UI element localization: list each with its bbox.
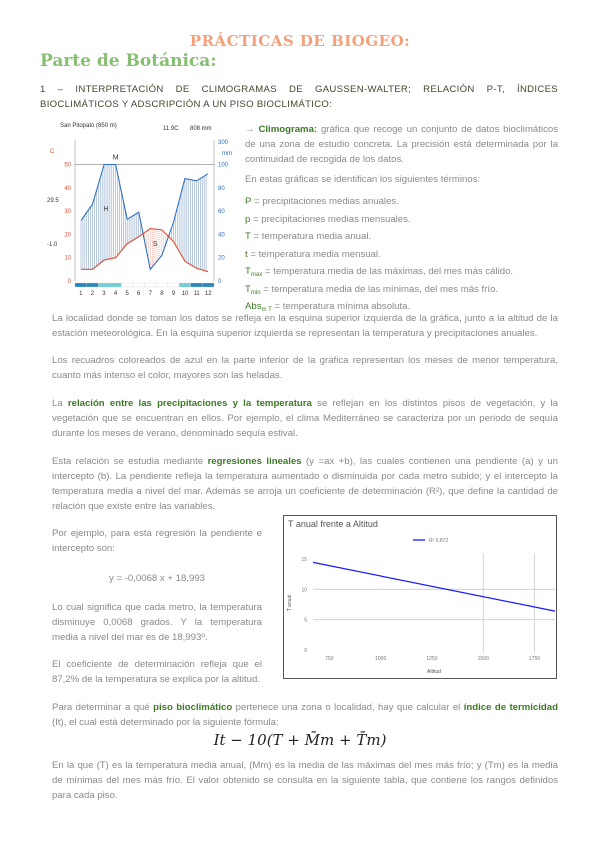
highlight: piso bioclimático (153, 702, 233, 713)
term-item (245, 265, 513, 283)
term-symbol: t (245, 248, 248, 260)
frost-box (202, 283, 214, 287)
x-tick: 1250 (426, 656, 438, 662)
paragraph-example: Por ejemplo, para esta regresión la pendiente e intercepto son: (52, 528, 262, 554)
x-axis-label: Altitud (427, 669, 441, 675)
term-item (245, 248, 513, 266)
x-tick: 1500 (477, 656, 489, 662)
frost-box (121, 283, 133, 287)
paragraph-slope: Lo cual significa que cada metro, la temperatura disminuye 0,0068 grados. Y la temperatura media a nivel del mar es de 18,993º. (52, 602, 262, 643)
paragraph-regression (52, 454, 558, 514)
month-label: 8 (160, 291, 164, 297)
paragraph-location: La localidad donde se toman los datos se refleja en la esquina superior izquierda de la gráfica, junto a la altitud de la estación meteorológica. En la esquina superior izquierda se representan la temperatura y precipitaciones anuales. (52, 313, 558, 339)
paragraph-piso (52, 700, 558, 730)
month-label: 3 (102, 291, 106, 297)
paragraph-r2: El coeficiente de determinación refleja que el 87,2% de la temperatura se explica por la altitud. (52, 659, 262, 685)
precip-tick: 80 (218, 185, 225, 192)
term-climograma: Climograma: (258, 124, 318, 135)
text: Para determinar a qué (52, 702, 154, 713)
month-label: 1 (79, 291, 83, 297)
term-symbol: T (245, 283, 251, 295)
month-label: 7 (148, 291, 152, 297)
month-label: 9 (171, 291, 176, 297)
precip-tick: 20 (218, 255, 225, 262)
precip-tick: 0 (218, 279, 222, 285)
regression-chart (283, 515, 557, 679)
term-symbol: T (245, 266, 251, 277)
temp-tick: 30 (64, 209, 71, 216)
annotation-m: M (112, 154, 119, 162)
side-label: -1.0 (47, 242, 58, 248)
y-tick: 15 (301, 557, 307, 563)
climogram-chart (40, 115, 240, 300)
month-label: 4 (113, 291, 118, 297)
text: se reflejan en los distintos pisos de vegetación, y la vegetación que se encuentran en ellos. Por ejemplo, el clima Mediterráneo se caracteriza por un periodo de sequía durante los meses de verano, denominado sequía estival. (52, 398, 558, 439)
frost-box (191, 283, 203, 287)
legend-label: R² 0,872 (429, 538, 449, 544)
subsection-heading: 1 – INTERPRETACIÓN DE CLIMOGRAMAS DE GAUSSEN-WALTER; RELACIÓN P-T, ÍNDICES BIOCLIMÁTICOS Y ADSCRIPCIÓN A UN PISO BIOCLIMÁTICO: (40, 84, 558, 110)
x-tick: 750 (325, 656, 334, 662)
term-subscript: min (250, 289, 261, 296)
term-symbol: p (245, 213, 251, 225)
precip-tick: 300 (218, 140, 229, 146)
temp-tick: 40 (64, 185, 71, 192)
highlight: regresiones lineales (207, 456, 302, 467)
term-symbol: T (245, 231, 251, 242)
text: pertenece una zona o localidad, hay que calcular el (232, 702, 464, 713)
frost-box (110, 283, 122, 287)
frost-box (179, 283, 191, 287)
chart-title: T anual frente a Altitud (288, 519, 378, 529)
annual-precip: 808 mm (190, 126, 212, 132)
month-label: 5 (125, 291, 129, 297)
precip-tick: 60 (218, 209, 225, 216)
station-label: San Pitopato (850 m) (60, 123, 117, 129)
term-symbol: Abs (245, 301, 262, 312)
x-tick: 1000 (375, 656, 387, 662)
term-description: = temperatura media anual. (250, 231, 372, 242)
annotation-s: S (152, 241, 158, 249)
month-label: 2 (90, 291, 95, 297)
frost-box (133, 283, 145, 287)
month-label: 6 (137, 291, 141, 297)
y-tick: 5 (304, 617, 307, 624)
temp-tick: 0 (67, 279, 71, 285)
month-label: 11 (193, 291, 200, 297)
term-subscript: m T (261, 307, 272, 313)
climogram-definition (245, 122, 558, 167)
term-item (245, 213, 513, 231)
frost-box (168, 283, 180, 287)
precip-tick: 40 (218, 232, 225, 239)
frost-box (145, 283, 157, 287)
y-tick: 0 (304, 648, 307, 654)
document-title: PRÁCTICAS DE BIOGEO: (189, 32, 411, 50)
regression-equation: y = -0,0068 x + 18,993 (108, 573, 205, 584)
frost-box (156, 283, 168, 287)
precip-tick: 100 (218, 162, 229, 169)
paragraph-formula-explanation: En la que (T) es la temperatura media anual, (Mm) es la media de las máximas del mes más frío; y (Tm) es la media de mínimas del mes más frío. El valor obtenido se consulta en la siguiente tabla, que contiene los rangos definidos para cada piso. (52, 760, 558, 801)
month-label: 10 (181, 291, 189, 297)
y-tick: 10 (301, 587, 307, 594)
text: Esta relación se estudia mediante (52, 456, 208, 467)
paragraph-relation (52, 396, 558, 441)
precip-unit: mm (222, 151, 232, 157)
temp-tick: 10 (64, 255, 71, 262)
side-label: 29.5 (47, 198, 59, 204)
term-description: = temperatura media mensual. (247, 248, 381, 260)
text: (y =ax +b), las cuales contienen una pendiente (a) y un intercepto (b). La pendiente refleja la temperatura aumentado o disminuida por cada metro subido; y el intercepto la temperatura media a nivel del mar. Además se arroja un coeficiente de determinación (R²), que define la cantidad de relación que existe entre las variables. (52, 456, 558, 512)
highlight: índice de termicidad (463, 702, 558, 713)
arrow-icon: → (245, 124, 255, 135)
month-label: 12 (204, 291, 212, 297)
term-item (245, 283, 513, 301)
term-description: = temperatura media de las mínimas, del mes más frío. (260, 283, 499, 295)
text: (It), el cual está determinado por la siguiente fórmula: (52, 717, 279, 728)
term-description: = precipitaciones medias mensuales. (250, 213, 411, 225)
term-description: = temperatura mínima absoluta. (271, 301, 411, 312)
term-symbol: P (245, 196, 252, 207)
annotation-h: H (103, 206, 109, 214)
term-item (245, 195, 513, 213)
thermicity-formula: It − 10(T + M̄m + T̄m) (213, 731, 387, 749)
frost-box (98, 283, 110, 287)
term-description: = precipitaciones medias anuales. (251, 196, 399, 207)
paragraph-frost: Los recuadros coloreados de azul en la parte inferior de la gráfica representan los meses de menor temperatura, cuanto más intenso el color, mayores son las heladas. (52, 355, 558, 381)
frost-box (75, 283, 87, 287)
frost-box (87, 283, 99, 287)
temp-tick: 50 (64, 162, 71, 169)
section-heading: Parte de Botánica: (40, 51, 217, 71)
temp-unit: C (50, 149, 55, 155)
text: La (52, 398, 68, 409)
y-axis-label: T anual (287, 594, 293, 612)
temp-tick: 20 (64, 232, 71, 239)
term-item (245, 230, 513, 248)
definition-text: gráfica que recoge un conjunto de datos bioclimáticos de una zona de estudio concreta. La precisión está determinada por la continuidad de recogida de los datos. (245, 124, 558, 165)
highlight: relación entre las precipitaciones y la temperatura (67, 398, 312, 409)
annual-temp: 11.9C (163, 126, 179, 132)
terms-list (245, 195, 513, 318)
term-subscript: max (250, 272, 263, 278)
term-description: = temperatura media de las máximas, del mes más cálido. (262, 266, 514, 277)
x-tick: 1750 (528, 656, 541, 662)
terms-intro: En estas gráficas se identifican los siguientes términos: (245, 174, 481, 185)
